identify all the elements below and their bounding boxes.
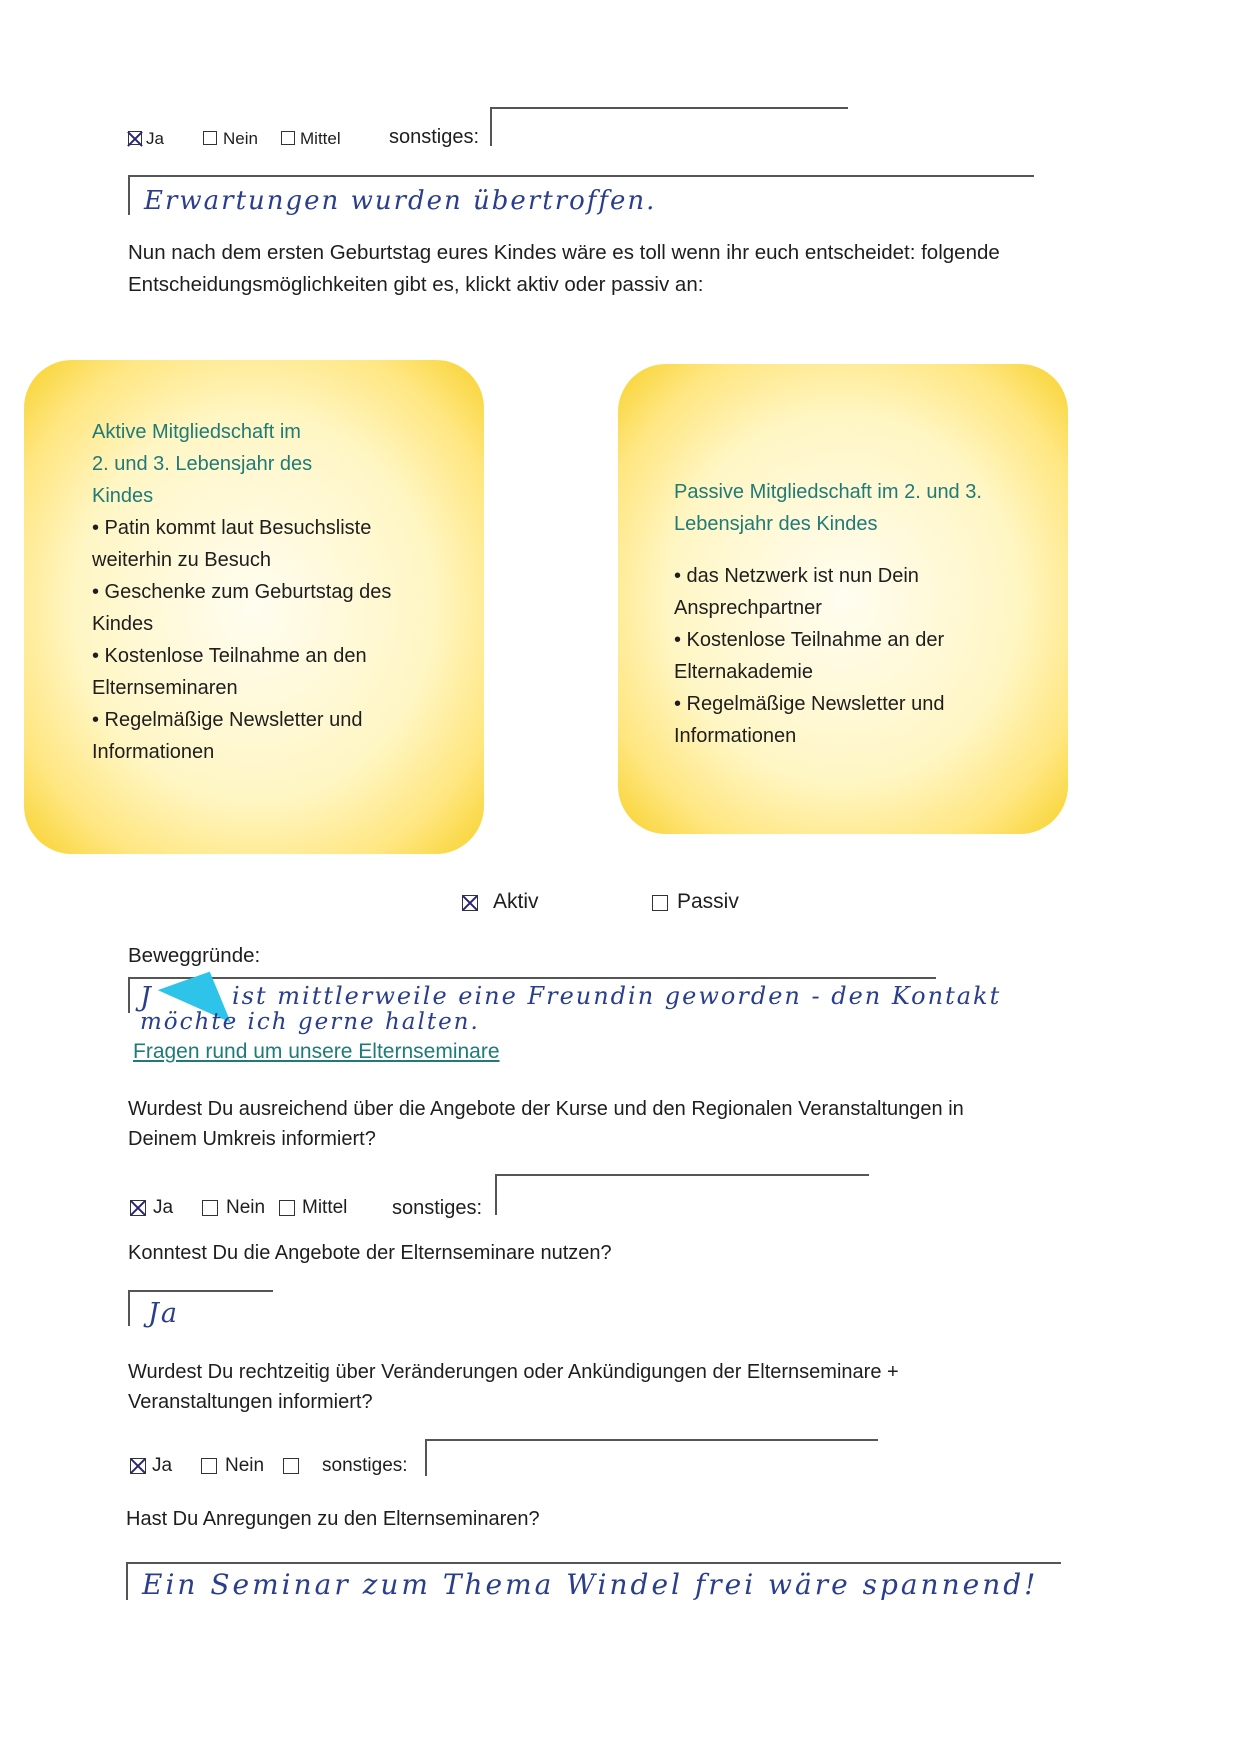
q4-other-label: sonstiges: [322, 1455, 408, 1476]
passive-card-content [674, 476, 1054, 752]
active-card-bullet-line: • Regelmäßige Newsletter und [92, 709, 363, 731]
q2-question-line2: Deinem Umkreis informiert? [128, 1128, 376, 1150]
q2-mid-checkbox[interactable] [279, 1200, 295, 1216]
active-card-title-line: 2. und 3. Lebensjahr des [92, 453, 313, 475]
q4-yes-label: Ja [152, 1455, 173, 1476]
reasons-answer-initial: J [140, 982, 153, 1013]
q1-other-field-left [490, 108, 492, 146]
q2-question [128, 1094, 1128, 1154]
passive-card-bullet-line: • das Netzwerk ist nun Dein [674, 565, 919, 587]
active-membership-card [24, 360, 484, 854]
passive-card-bullet-line: • Kostenlose Teilnahme an der [674, 629, 945, 651]
reasons-answer-line2: möchte ich gerne halten. [140, 1009, 480, 1035]
q1-answer-text: Erwartungen wurden übertroffen. [144, 186, 657, 216]
q4-question-line2: Veranstaltungen informiert? [128, 1391, 373, 1413]
q4-other-field-left [425, 1440, 427, 1476]
q1-other-label: sonstiges: [389, 126, 480, 148]
active-card-bullet-line: Kindes [92, 613, 154, 635]
active-card-bullet-line: • Kostenlose Teilnahme an den [92, 645, 367, 667]
decision-intro [128, 237, 1128, 301]
decision-intro-line2: Entscheidungsmöglichkeiten gibt es, klickt aktiv oder passiv an: [128, 273, 704, 296]
active-card-bullet-line: Elternseminaren [92, 677, 238, 699]
q2-yes-checkbox[interactable] [130, 1200, 146, 1216]
q5-question: Hast Du Anregungen zu den Elternseminaren? [126, 1508, 540, 1530]
q1-no-checkbox[interactable] [203, 131, 217, 145]
q1-no-label: Nein [223, 129, 258, 148]
passive-card-bullet-line: • Regelmäßige Newsletter und [674, 693, 945, 715]
q4-question [128, 1357, 1128, 1417]
active-card-title-line: Aktive Mitgliedschaft im [92, 421, 301, 443]
passive-checkbox[interactable] [652, 895, 668, 911]
q1-yes-checkbox[interactable] [128, 131, 142, 145]
passive-card-title-line: Passive Mitgliedschaft im 2. und 3. [674, 481, 982, 503]
q2-yes-label: Ja [153, 1197, 174, 1218]
q2-no-label: Nein [226, 1197, 266, 1218]
reasons-field-left [128, 977, 130, 1013]
q2-other-label: sonstiges: [392, 1197, 483, 1219]
q3-field-left [128, 1290, 130, 1326]
q4-question-line1: Wurdest Du rechtzeitig über Veränderungen oder Ankündigungen der Elternseminare + [128, 1361, 899, 1383]
q4-blank-checkbox[interactable] [283, 1458, 299, 1474]
passive-card-title-line: Lebensjahr des Kindes [674, 513, 878, 535]
passive-card-bullet-line: Elternakademie [674, 661, 813, 683]
reasons-label: Beweggründe: [128, 944, 261, 967]
active-label: Aktiv [493, 890, 539, 913]
q2-other-field-left [495, 1175, 497, 1215]
passive-membership-card [618, 364, 1068, 834]
passive-card-spacer [674, 540, 1054, 560]
q1-answer-field-top [128, 175, 1034, 177]
q5-field-left [126, 1562, 128, 1600]
q4-no-label: Nein [225, 1455, 265, 1476]
q1-answer-field-left [128, 175, 130, 215]
q1-mid-checkbox[interactable] [281, 131, 295, 145]
reasons-answer-line1: ist mittlerweile eine Freundin geworden - den Kontakt [232, 982, 1002, 1010]
passive-card-bullet-line: Ansprechpartner [674, 597, 822, 619]
q1-mid-label: Mittel [300, 129, 341, 148]
active-card-bullet-line: weiterhin zu Besuch [92, 549, 271, 571]
q2-other-field[interactable] [495, 1174, 869, 1176]
active-card-title-line: Kindes [92, 485, 154, 507]
active-card-bullet-line: • Patin kommt laut Besuchsliste [92, 517, 372, 539]
q4-no-checkbox[interactable] [201, 1458, 217, 1474]
active-checkbox[interactable] [462, 895, 478, 911]
passive-label: Passiv [677, 890, 739, 913]
q2-question-line1: Wurdest Du ausreichend über die Angebote der Kurse und den Regionalen Veranstaltungen in [128, 1098, 964, 1120]
q3-field-top [128, 1290, 273, 1292]
passive-card-bullet-line: Informationen [674, 725, 797, 747]
q4-other-field[interactable] [425, 1439, 878, 1441]
q5-field-top [126, 1562, 1061, 1564]
q2-no-checkbox[interactable] [202, 1200, 218, 1216]
elternseminare-section-link[interactable]: Fragen rund um unsere Elternseminare [133, 1040, 500, 1063]
active-card-bullet-line: • Geschenke zum Geburtstag des [92, 581, 392, 603]
q1-other-field[interactable] [490, 107, 848, 109]
q5-answer-text: Ein Seminar zum Thema Windel frei wäre spannend! [142, 1568, 1039, 1601]
reasons-field-top [128, 977, 936, 979]
decision-intro-line1: Nun nach dem ersten Geburtstag eures Kindes wäre es toll wenn ihr euch entscheidet: folgende [128, 241, 1000, 264]
q1-yes-label: Ja [146, 129, 164, 148]
q2-mid-label: Mittel [302, 1197, 348, 1218]
q3-answer-text: Ja [148, 1298, 179, 1329]
active-card-bullet-line: Informationen [92, 741, 215, 763]
active-card-content [92, 416, 472, 768]
q3-question: Konntest Du die Angebote der Elternseminare nutzen? [128, 1242, 612, 1264]
q4-yes-checkbox[interactable] [130, 1458, 146, 1474]
